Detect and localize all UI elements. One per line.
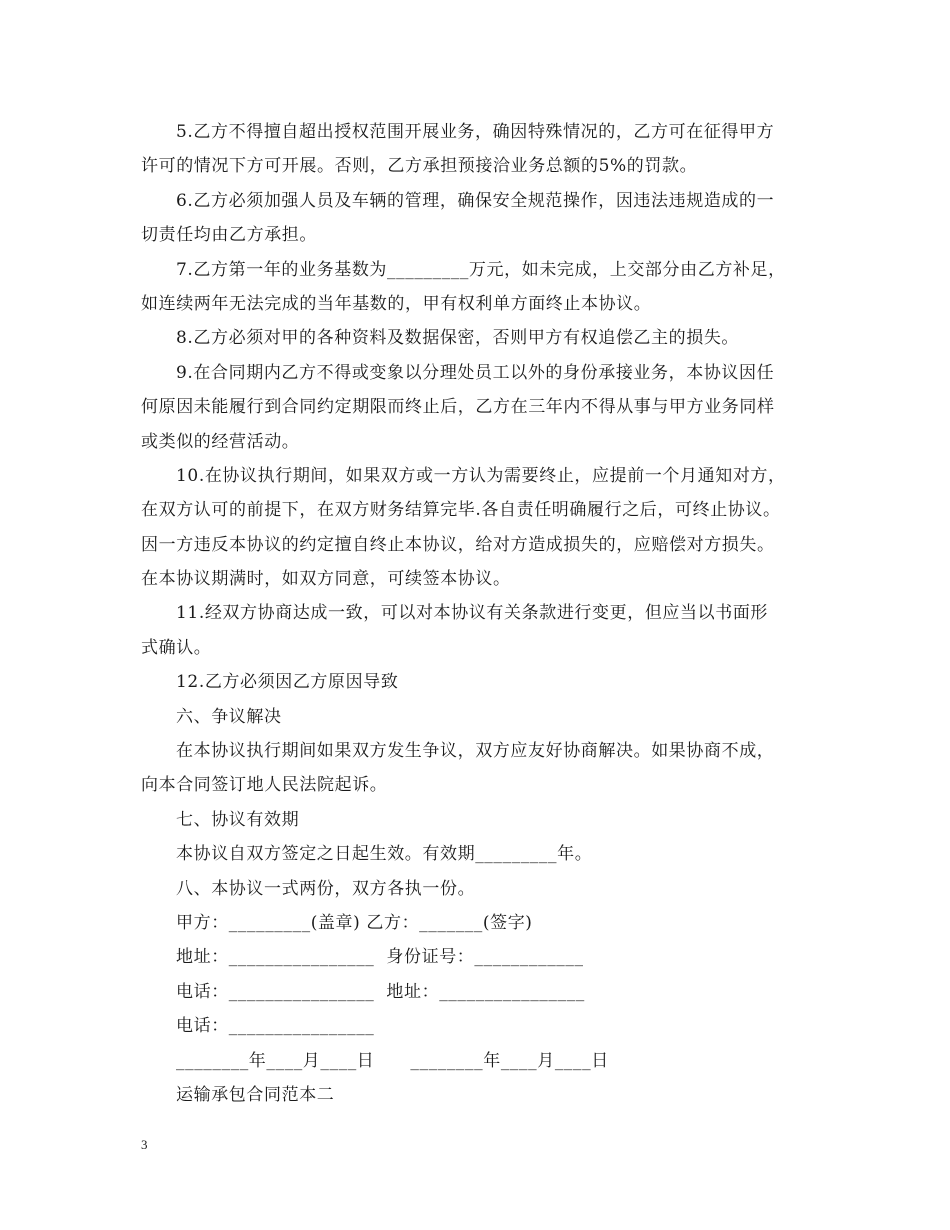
page-number: 3 [141, 1137, 148, 1152]
text-line: 因一方违反本协议的约定擅自终止本协议，给对方造成损失的，应赔偿对方损失。 [141, 534, 775, 555]
text-line: 9.在合同期内乙方不得或变象以分理处员工以外的身份承接业务，本协议因任 [176, 362, 775, 383]
text-line: 8.乙方必须对甲的各种资料及数据保密，否则甲方有权追偿乙主的损失。 [176, 328, 740, 349]
text-line: 或类似的经营活动。 [141, 431, 300, 452]
section-heading: 六、争议解决 [176, 706, 282, 727]
text-line: 在本协议执行期间如果双方发生争议，双方应友好协商解决。如果协商不成， [176, 741, 775, 762]
text-line: 12.乙方必须因乙方原因导致 [176, 672, 399, 693]
text-line: 在双方认可的前提下，在双方财务结算完毕.各自责任明确履行之后，可终止协议。 [141, 500, 781, 521]
text-line: 式确认。 [141, 637, 212, 658]
section-title: 运输承包合同范本二 [176, 1084, 335, 1105]
text-line: 10.在协议执行期间，如果双方或一方认为需要终止，应提前一个月通知对方， [176, 465, 786, 486]
section-heading: 七、协议有效期 [176, 809, 300, 830]
phone-line: 电话：________________ [176, 1016, 375, 1037]
text-line: 在本协议期满时，如双方同意，可续签本协议。 [141, 569, 511, 590]
text-line: 许可的情况下方可开展。否则，乙方承担预接洽业务总额的5%的罚款。 [141, 156, 698, 177]
phone-line: 电话：________________ 地址：________________ [176, 981, 585, 1002]
text-line: 5.乙方不得擅自超出授权范围开展业务，确因特殊情况的，乙方可在征得甲方 [176, 122, 775, 142]
text-line: 11.经双方协商达成一致，可以对本协议有关条款进行变更，但应当以书面形 [176, 603, 769, 624]
text-line: 6.乙方必须加强人员及车辆的管理，确保安全规范操作，因违法违规造成的一 [176, 190, 775, 211]
text-line: 切责任均由乙方承担。 [141, 225, 317, 246]
signature-line: 甲方：_________(盖章) 乙方：_______(签字) [176, 912, 533, 933]
text-line: 7.乙方第一年的业务基数为_________万元，如未完成，上交部分由乙方补足， [176, 259, 786, 280]
text-line: 本协议自双方签定之日起生效。有效期_________年。 [176, 844, 593, 865]
address-line: 地址：________________ 身份证号：____________ [176, 947, 584, 968]
text-line: 何原因未能履行到合同约定期限而终止后，乙方在三年内不得从事与甲方业务同样 [141, 397, 775, 418]
date-line: ________年____月____日 ________年____月____日 [176, 1050, 609, 1071]
document-body [141, 115, 821, 1112]
text-line: 向本合同签订地人民法院起诉。 [141, 775, 388, 796]
section-heading: 八、本协议一式两份，双方各执一份。 [176, 878, 476, 899]
text-line: 如连续两年无法完成的当年基数的，甲有权利单方面终止本协议。 [141, 293, 652, 314]
